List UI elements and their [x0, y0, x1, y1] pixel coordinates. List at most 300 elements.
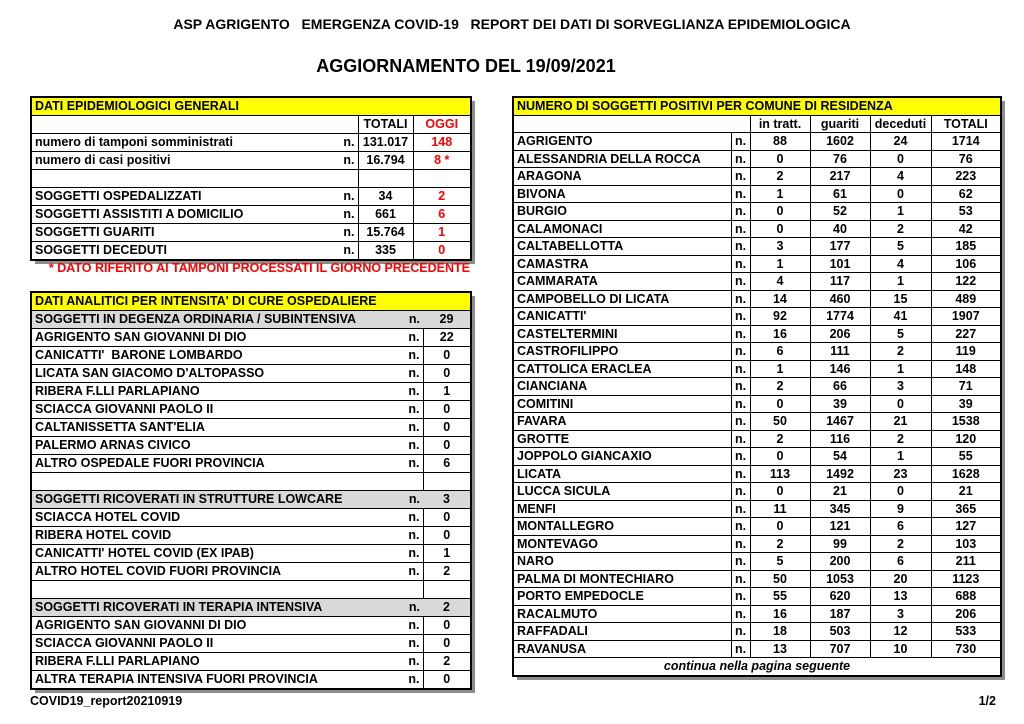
asterisk-note: * DATO RIFERITO AI TAMPONI PROCESSATI IL GIORNO PRECEDENTE	[48, 261, 470, 275]
care-value	[423, 581, 471, 599]
deceduti-value: 6	[870, 518, 931, 536]
in-tratt-value: 0	[750, 518, 810, 536]
care-value: 0	[423, 401, 471, 419]
comune-data-row	[513, 570, 1001, 588]
care-value: 3	[423, 491, 471, 509]
totali-value: 62	[931, 185, 1001, 203]
guariti-value: 76	[810, 150, 870, 168]
page-number: 1/2	[978, 694, 996, 708]
guariti-value: 345	[810, 500, 870, 518]
comune-data-row	[513, 308, 1001, 326]
n-abbrev: n.	[731, 465, 750, 483]
totali-value: 730	[931, 640, 1001, 658]
guariti-value: 620	[810, 588, 870, 606]
guariti-value: 117	[810, 273, 870, 291]
row-label: AGRIGENTO SAN GIOVANNI DI DIO	[31, 329, 399, 347]
deceduti-value: 5	[870, 325, 931, 343]
comune-data-row	[513, 203, 1001, 221]
comune-name: CALTABELLOTTA	[513, 238, 731, 256]
deceduti-value: 2	[870, 430, 931, 448]
deceduti-value: 41	[870, 308, 931, 326]
guariti-value: 187	[810, 605, 870, 623]
in-tratt-value: 50	[750, 413, 810, 431]
in-tratt-value: 16	[750, 325, 810, 343]
n-abbrev: n.	[399, 419, 423, 437]
n-abbrev: n.	[731, 255, 750, 273]
guariti-value: 1053	[810, 570, 870, 588]
care-value: 2	[423, 599, 471, 617]
document-filename: COVID19_report20210919	[30, 694, 183, 708]
guariti-value: 111	[810, 343, 870, 361]
comune-name: JOPPOLO GIANCAXIO	[513, 448, 731, 466]
comune-name: LICATA	[513, 465, 731, 483]
comune-data-row	[513, 588, 1001, 606]
oggi-value: 2	[413, 188, 471, 206]
col-header-oggi: OGGI	[413, 116, 471, 134]
care-value: 2	[423, 563, 471, 581]
n-abbrev: n.	[399, 617, 423, 635]
care-value: 0	[423, 437, 471, 455]
col-header-totali: TOTALI	[931, 115, 1001, 133]
comune-name: CIANCIANA	[513, 378, 731, 396]
col-header-in-tratt: in tratt.	[750, 115, 810, 133]
comune-data-row	[513, 378, 1001, 396]
n-abbrev: n.	[731, 413, 750, 431]
general-data-row	[31, 134, 471, 152]
guariti-value: 707	[810, 640, 870, 658]
guariti-value: 200	[810, 553, 870, 571]
deceduti-value: 10	[870, 640, 931, 658]
totali-value: 365	[931, 500, 1001, 518]
guariti-value: 1602	[810, 133, 870, 151]
totali-value: 1714	[931, 133, 1001, 151]
totali-value: 661	[358, 206, 413, 224]
totali-value: 223	[931, 168, 1001, 186]
care-data-row	[31, 419, 471, 437]
in-tratt-value: 4	[750, 273, 810, 291]
comune-name: CASTROFILIPPO	[513, 343, 731, 361]
care-data-row	[31, 473, 471, 491]
col-header-deceduti: deceduti	[870, 115, 931, 133]
care-section-row	[31, 599, 471, 617]
comune-name: GROTTE	[513, 430, 731, 448]
comune-data-row	[513, 360, 1001, 378]
care-data-row	[31, 437, 471, 455]
guariti-value: 503	[810, 623, 870, 641]
guariti-value: 1467	[810, 413, 870, 431]
n-abbrev: n.	[731, 290, 750, 308]
row-label: CANICATTI' BARONE LOMBARDO	[31, 347, 399, 365]
deceduti-value: 0	[870, 395, 931, 413]
n-abbrev: n.	[399, 635, 423, 653]
row-label: SOGGETTI GUARITI	[31, 224, 336, 242]
care-data-row	[31, 383, 471, 401]
deceduti-value: 23	[870, 465, 931, 483]
report-subtitle: AGGIORNAMENTO DEL 19/09/2021	[316, 56, 616, 76]
col-header-guariti: guariti	[810, 115, 870, 133]
row-label	[31, 581, 399, 599]
guariti-value: 217	[810, 168, 870, 186]
totali-value: 206	[931, 605, 1001, 623]
row-label: SOGGETTI ASSISTITI A DOMICILIO	[31, 206, 336, 224]
n-abbrev: n.	[336, 206, 358, 224]
care-value: 1	[423, 545, 471, 563]
in-tratt-value: 5	[750, 553, 810, 571]
comune-name: LUCCA SICULA	[513, 483, 731, 501]
deceduti-value: 4	[870, 255, 931, 273]
comune-name: ALESSANDRIA DELLA ROCCA	[513, 150, 731, 168]
oggi-value: 8 *	[413, 152, 471, 170]
n-abbrev: n.	[731, 535, 750, 553]
totali-value: 120	[931, 430, 1001, 448]
comuni-table-title: NUMERO DI SOGGETTI POSITIVI PER COMUNE DI RESIDENZA	[513, 97, 1001, 115]
deceduti-value: 3	[870, 605, 931, 623]
general-data-row	[31, 224, 471, 242]
guariti-value: 54	[810, 448, 870, 466]
totali-value: 148	[931, 360, 1001, 378]
in-tratt-value: 1	[750, 185, 810, 203]
care-value: 0	[423, 347, 471, 365]
in-tratt-value: 88	[750, 133, 810, 151]
deceduti-value: 1	[870, 273, 931, 291]
care-value: 0	[423, 671, 471, 690]
guariti-value: 52	[810, 203, 870, 221]
deceduti-value: 1	[870, 448, 931, 466]
row-label: numero di tamponi somministrati	[31, 134, 336, 152]
oggi-value	[413, 170, 471, 188]
deceduti-value: 12	[870, 623, 931, 641]
deceduti-value: 2	[870, 535, 931, 553]
guariti-value: 66	[810, 378, 870, 396]
comune-data-row	[513, 640, 1001, 658]
n-abbrev: n.	[731, 395, 750, 413]
n-abbrev: n.	[399, 653, 423, 671]
care-value: 1	[423, 383, 471, 401]
deceduti-value: 2	[870, 220, 931, 238]
in-tratt-value: 113	[750, 465, 810, 483]
deceduti-value: 0	[870, 483, 931, 501]
n-abbrev	[399, 581, 423, 599]
comune-name: BIVONA	[513, 185, 731, 203]
totali-value: 34	[358, 188, 413, 206]
deceduti-value: 6	[870, 553, 931, 571]
comune-name: CATTOLICA ERACLEA	[513, 360, 731, 378]
deceduti-value: 9	[870, 500, 931, 518]
comune-name: CALAMONACI	[513, 220, 731, 238]
row-label: SOGGETTI IN DEGENZA ORDINARIA / SUBINTENSIVA	[31, 311, 399, 329]
guariti-value: 99	[810, 535, 870, 553]
comune-name: RAFFADALI	[513, 623, 731, 641]
row-label: SOGGETTI OSPEDALIZZATI	[31, 188, 336, 206]
row-label: CANICATTI' HOTEL COVID (EX IPAB)	[31, 545, 399, 563]
totali-value: 1538	[931, 413, 1001, 431]
general-table-title: DATI EPIDEMIOLOGICI GENERALI	[31, 97, 471, 116]
n-abbrev: n.	[399, 509, 423, 527]
n-abbrev: n.	[399, 527, 423, 545]
n-abbrev: n.	[399, 311, 423, 329]
oggi-value: 148	[413, 134, 471, 152]
care-value: 6	[423, 455, 471, 473]
care-data-row	[31, 581, 471, 599]
comune-name: CANICATTI'	[513, 308, 731, 326]
in-tratt-value: 0	[750, 448, 810, 466]
totali-value: 106	[931, 255, 1001, 273]
care-section-row	[31, 311, 471, 329]
comune-name: CAMPOBELLO DI LICATA	[513, 290, 731, 308]
n-abbrev: n.	[731, 150, 750, 168]
comune-name: RACALMUTO	[513, 605, 731, 623]
n-abbrev: n.	[336, 152, 358, 170]
in-tratt-value: 92	[750, 308, 810, 326]
in-tratt-value: 13	[750, 640, 810, 658]
n-abbrev: n.	[731, 360, 750, 378]
n-abbrev: n.	[399, 365, 423, 383]
totali-value: 55	[931, 448, 1001, 466]
n-abbrev: n.	[731, 588, 750, 606]
totali-value: 227	[931, 325, 1001, 343]
n-abbrev: n.	[399, 437, 423, 455]
n-abbrev: n.	[731, 325, 750, 343]
positives-by-comune-table	[512, 96, 1002, 677]
care-data-row	[31, 635, 471, 653]
row-label: CALTANISSETTA SANT'ELIA	[31, 419, 399, 437]
in-tratt-value: 0	[750, 203, 810, 221]
in-tratt-value: 50	[750, 570, 810, 588]
care-section-row	[31, 491, 471, 509]
table-header-row	[513, 115, 1001, 133]
row-label: SCIACCA GIOVANNI PAOLO II	[31, 635, 399, 653]
n-abbrev: n.	[399, 671, 423, 690]
row-label	[31, 473, 399, 491]
guariti-value: 121	[810, 518, 870, 536]
n-abbrev: n.	[731, 640, 750, 658]
n-abbrev: n.	[399, 401, 423, 419]
blank-cell	[513, 115, 750, 133]
general-data-row	[31, 188, 471, 206]
care-value: 0	[423, 617, 471, 635]
n-abbrev: n.	[731, 378, 750, 396]
deceduti-value: 24	[870, 133, 931, 151]
comune-name: RAVANUSA	[513, 640, 731, 658]
comune-name: CAMMARATA	[513, 273, 731, 291]
totali-value: 1628	[931, 465, 1001, 483]
comune-data-row	[513, 185, 1001, 203]
in-tratt-value: 2	[750, 168, 810, 186]
n-abbrev: n.	[731, 623, 750, 641]
n-abbrev: n.	[731, 570, 750, 588]
care-value: 0	[423, 509, 471, 527]
comune-data-row	[513, 343, 1001, 361]
totali-value: 122	[931, 273, 1001, 291]
n-abbrev: n.	[399, 383, 423, 401]
in-tratt-value: 1	[750, 360, 810, 378]
row-label: ALTRA TERAPIA INTENSIVA FUORI PROVINCIA	[31, 671, 399, 690]
oggi-value: 0	[413, 242, 471, 261]
n-abbrev: n.	[731, 553, 750, 571]
comune-data-row	[513, 255, 1001, 273]
n-abbrev: n.	[731, 518, 750, 536]
totali-value: 39	[931, 395, 1001, 413]
totali-value: 127	[931, 518, 1001, 536]
comune-data-row	[513, 518, 1001, 536]
comune-data-row	[513, 413, 1001, 431]
blank-cell	[31, 116, 336, 134]
n-abbrev: n.	[336, 242, 358, 261]
care-value: 0	[423, 527, 471, 545]
comune-name: AGRIGENTO	[513, 133, 731, 151]
in-tratt-value: 3	[750, 238, 810, 256]
n-abbrev: n.	[731, 133, 750, 151]
in-tratt-value: 11	[750, 500, 810, 518]
totali-value: 119	[931, 343, 1001, 361]
in-tratt-value: 0	[750, 220, 810, 238]
n-abbrev: n.	[336, 188, 358, 206]
general-data-row	[31, 152, 471, 170]
n-abbrev: n.	[336, 134, 358, 152]
guariti-value: 21	[810, 483, 870, 501]
n-abbrev: n.	[399, 563, 423, 581]
guariti-value: 116	[810, 430, 870, 448]
comune-data-row	[513, 133, 1001, 151]
care-data-row	[31, 365, 471, 383]
deceduti-value: 1	[870, 203, 931, 221]
row-label: PALERMO ARNAS CIVICO	[31, 437, 399, 455]
guariti-value: 460	[810, 290, 870, 308]
n-abbrev: n.	[731, 168, 750, 186]
care-value: 2	[423, 653, 471, 671]
totali-value: 16.794	[358, 152, 413, 170]
in-tratt-value: 14	[750, 290, 810, 308]
deceduti-value: 15	[870, 290, 931, 308]
report-title: ASP AGRIGENTO EMERGENZA COVID-19 REPORT DEI DATI DI SORVEGLIANZA EPIDEMIOLOGICA	[173, 16, 851, 32]
guariti-value: 177	[810, 238, 870, 256]
table-title-row	[513, 97, 1001, 115]
deceduti-value: 2	[870, 343, 931, 361]
guariti-value: 1492	[810, 465, 870, 483]
row-label: SCIACCA HOTEL COVID	[31, 509, 399, 527]
in-tratt-value: 2	[750, 535, 810, 553]
comune-name: FAVARA	[513, 413, 731, 431]
general-data-row	[31, 206, 471, 224]
row-label: LICATA SAN GIACOMO D'ALTOPASSO	[31, 365, 399, 383]
deceduti-value: 1	[870, 360, 931, 378]
care-data-row	[31, 563, 471, 581]
comune-data-row	[513, 220, 1001, 238]
row-label: SCIACCA GIOVANNI PAOLO II	[31, 401, 399, 419]
comune-name: CAMASTRA	[513, 255, 731, 273]
comune-data-row	[513, 500, 1001, 518]
care-data-row	[31, 653, 471, 671]
row-label: SOGGETTI DECEDUTI	[31, 242, 336, 261]
comune-data-row	[513, 605, 1001, 623]
row-label: AGRIGENTO SAN GIOVANNI DI DIO	[31, 617, 399, 635]
comune-name: COMITINI	[513, 395, 731, 413]
care-value: 0	[423, 365, 471, 383]
guariti-value: 146	[810, 360, 870, 378]
comune-data-row	[513, 535, 1001, 553]
deceduti-value: 21	[870, 413, 931, 431]
n-abbrev: n.	[399, 491, 423, 509]
totali-value: 185	[931, 238, 1001, 256]
n-abbrev: n.	[399, 599, 423, 617]
guariti-value: 101	[810, 255, 870, 273]
care-value: 0	[423, 419, 471, 437]
totali-value: 103	[931, 535, 1001, 553]
comune-data-row	[513, 623, 1001, 641]
deceduti-value: 3	[870, 378, 931, 396]
row-label: RIBERA F.LLI PARLAPIANO	[31, 383, 399, 401]
comune-data-row	[513, 290, 1001, 308]
care-data-row	[31, 671, 471, 690]
comune-data-row	[513, 395, 1001, 413]
guariti-value: 206	[810, 325, 870, 343]
totali-value: 1123	[931, 570, 1001, 588]
deceduti-value: 0	[870, 185, 931, 203]
totali-value: 71	[931, 378, 1001, 396]
comune-data-row	[513, 448, 1001, 466]
comune-data-row	[513, 273, 1001, 291]
care-data-row	[31, 455, 471, 473]
in-tratt-value: 6	[750, 343, 810, 361]
n-abbrev	[399, 473, 423, 491]
comune-name: MONTALLEGRO	[513, 518, 731, 536]
deceduti-value: 0	[870, 150, 931, 168]
oggi-value: 6	[413, 206, 471, 224]
general-data-row	[31, 242, 471, 261]
care-value: 0	[423, 635, 471, 653]
totali-value: 489	[931, 290, 1001, 308]
totali-value: 21	[931, 483, 1001, 501]
table-footer-row	[513, 658, 1001, 676]
row-label	[31, 170, 336, 188]
comune-name: PORTO EMPEDOCLE	[513, 588, 731, 606]
n-abbrev: n.	[731, 448, 750, 466]
n-abbrev: n.	[399, 545, 423, 563]
n-abbrev: n.	[731, 343, 750, 361]
deceduti-value: 13	[870, 588, 931, 606]
comune-name: CASTELTERMINI	[513, 325, 731, 343]
totali-value: 53	[931, 203, 1001, 221]
n-abbrev	[336, 170, 358, 188]
care-data-row	[31, 329, 471, 347]
comune-name: MENFI	[513, 500, 731, 518]
totali-value: 1907	[931, 308, 1001, 326]
care-table-title: DATI ANALITICI PER INTENSITA' DI CURE OSPEDALIERE	[31, 292, 471, 311]
care-data-row	[31, 545, 471, 563]
n-abbrev: n.	[731, 273, 750, 291]
n-abbrev: n.	[731, 500, 750, 518]
n-abbrev: n.	[731, 308, 750, 326]
table-title-row	[31, 292, 471, 311]
totali-value: 688	[931, 588, 1001, 606]
care-value: 29	[423, 311, 471, 329]
totali-value: 335	[358, 242, 413, 261]
in-tratt-value: 18	[750, 623, 810, 641]
row-label: numero di casi positivi	[31, 152, 336, 170]
in-tratt-value: 0	[750, 150, 810, 168]
comune-data-row	[513, 483, 1001, 501]
in-tratt-value: 1	[750, 255, 810, 273]
row-label: RIBERA F.LLI PARLAPIANO	[31, 653, 399, 671]
n-abbrev: n.	[731, 220, 750, 238]
n-abbrev: n.	[399, 455, 423, 473]
totali-value: 15.764	[358, 224, 413, 242]
totali-value: 42	[931, 220, 1001, 238]
in-tratt-value: 0	[750, 395, 810, 413]
comune-data-row	[513, 168, 1001, 186]
continua-note: continua nella pagina seguente	[513, 658, 1001, 676]
row-label: ALTRO OSPEDALE FUORI PROVINCIA	[31, 455, 399, 473]
